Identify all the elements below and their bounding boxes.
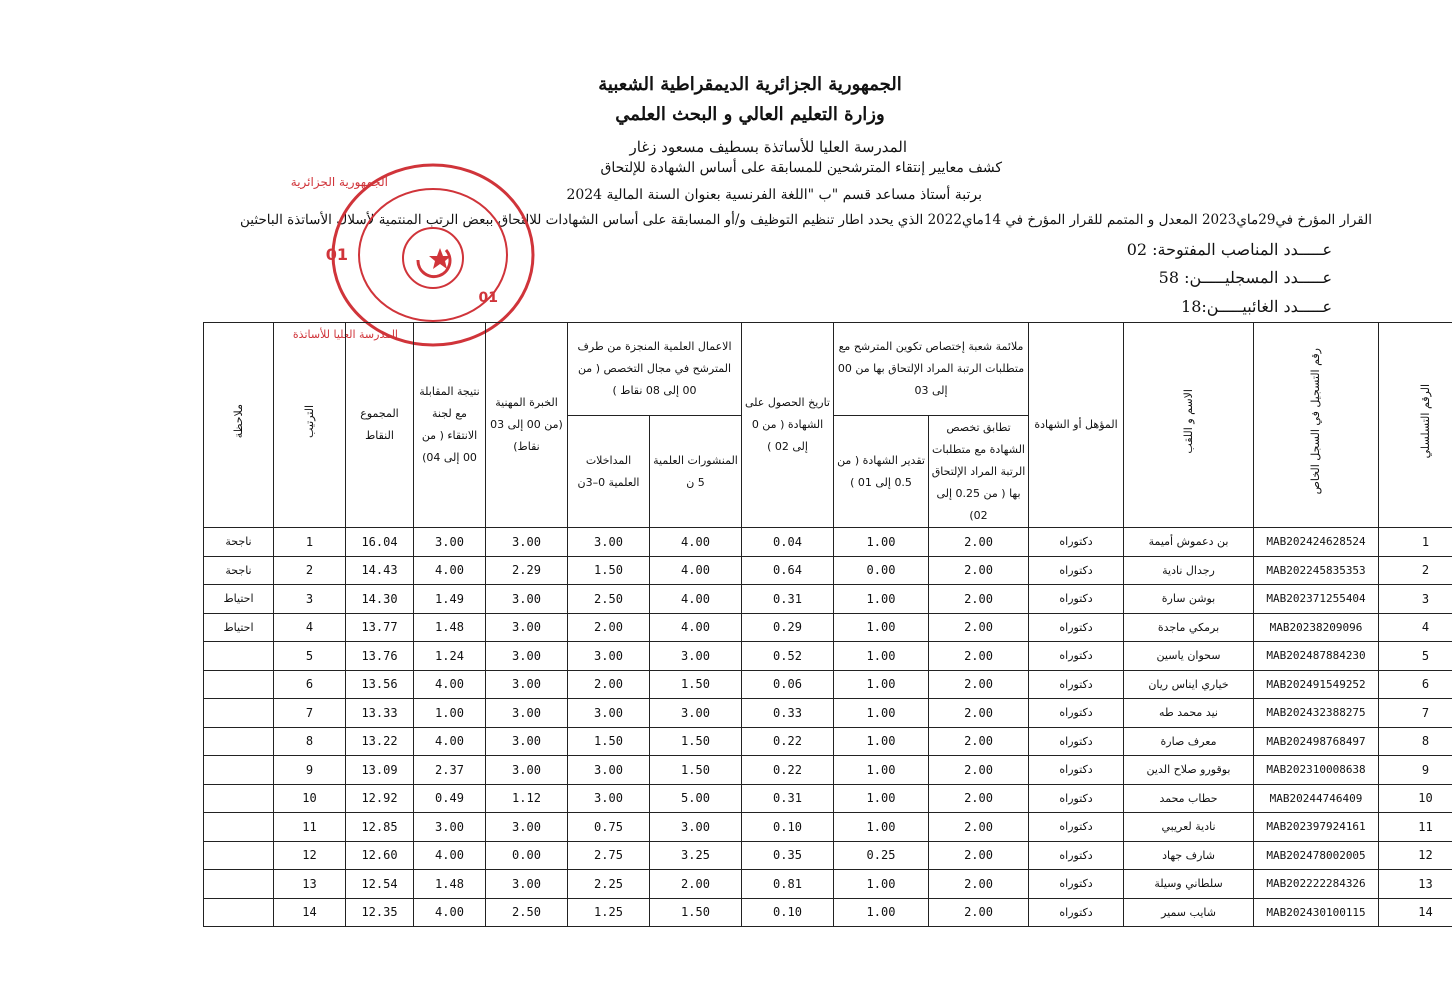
cell-date: 0.29	[742, 613, 834, 642]
cell-note: ناجحة	[204, 556, 274, 585]
cell-experience: 3.00	[486, 642, 568, 671]
cell-date: 0.35	[742, 841, 834, 870]
cell-serial: 6	[1379, 670, 1452, 699]
cell-fit-spec: 2.00	[929, 699, 1029, 728]
cell-serial: 12	[1379, 841, 1452, 870]
cell-experience: 3.00	[486, 585, 568, 614]
cell-interview: 1.48	[414, 613, 486, 642]
table-row	[63, 670, 1452, 699]
col-fit-grade: تقدير الشهادة ( من 0.5 إلى 01 )	[834, 416, 929, 528]
cell-registration: MAB20238209096	[1254, 613, 1379, 642]
cell-fit-spec: 2.00	[929, 813, 1029, 842]
table-row	[63, 870, 1452, 899]
cell-interview: 3.00	[414, 528, 486, 557]
cell-interview: 1.49	[414, 585, 486, 614]
cell-total: 12.60	[346, 841, 414, 870]
cell-name: حطاب محمد	[1124, 784, 1254, 813]
cell-serial: 14	[1379, 898, 1452, 927]
table-row	[63, 528, 1452, 557]
cell-total: 16.04	[346, 528, 414, 557]
col-total: المجموع النقاط	[346, 323, 414, 528]
cell-experience: 3.00	[486, 813, 568, 842]
header-line-3: المدرسة العليا للأساتذة بسطيف مسعود زغار	[629, 138, 907, 156]
cell-rank: 11	[274, 813, 346, 842]
cell-experience: 3.00	[486, 613, 568, 642]
cell-fit-grade: 1.00	[834, 784, 929, 813]
cell-note: احتياط	[204, 585, 274, 614]
cell-interview: 1.48	[414, 870, 486, 899]
cell-date: 0.04	[742, 528, 834, 557]
registered-count: عـــــدد المسجليـــــن: 58	[1158, 268, 1332, 287]
cell-fit-spec: 2.00	[929, 756, 1029, 785]
col-date: تاريخ الحصول على الشهادة ( من 0 إلى 02 )	[742, 323, 834, 528]
cell-name: بوشن سارة	[1124, 585, 1254, 614]
cell-communications: 2.00	[568, 670, 650, 699]
cell-publications: 1.50	[650, 727, 742, 756]
cell-experience: 3.00	[486, 870, 568, 899]
cell-qualification: دكتوراه	[1029, 585, 1124, 614]
cell-fit-spec: 2.00	[929, 784, 1029, 813]
col-publications: المنشورات العلمية 5 ن	[650, 416, 742, 528]
cell-rank: 7	[274, 699, 346, 728]
col-registration: رقم التسجيل في السجل الخاص	[1254, 323, 1379, 528]
cell-qualification: دكتوراه	[1029, 870, 1124, 899]
cell-publications: 3.00	[650, 642, 742, 671]
cell-fit-grade: 1.00	[834, 670, 929, 699]
cell-name: خياري ايناس ريان	[1124, 670, 1254, 699]
cell-name: نادية لعريبي	[1124, 813, 1254, 842]
cell-experience: 2.50	[486, 898, 568, 927]
cell-serial: 3	[1379, 585, 1452, 614]
cell-fit-spec: 2.00	[929, 841, 1029, 870]
cell-qualification: دكتوراه	[1029, 556, 1124, 585]
header-line-2: وزارة التعليم العالي و البحث العلمي	[615, 104, 885, 125]
cell-fit-grade: 1.00	[834, 870, 929, 899]
table-body	[63, 528, 1452, 927]
cell-registration: MAB202397924161	[1254, 813, 1379, 842]
cell-qualification: دكتوراه	[1029, 699, 1124, 728]
cell-note	[204, 813, 274, 842]
cell-note	[204, 870, 274, 899]
table-row	[63, 727, 1452, 756]
col-communications: المداخلات العلمية 0–3ن	[568, 416, 650, 528]
cell-date: 0.64	[742, 556, 834, 585]
col-qualification: المؤهل أو الشهادة	[1029, 323, 1124, 528]
cell-note: احتياط	[204, 613, 274, 642]
open-positions-count: عـــــدد المناصب المفتوحة: 02	[1126, 240, 1332, 259]
cell-fit-grade: 0.25	[834, 841, 929, 870]
cell-publications: 4.00	[650, 585, 742, 614]
cell-qualification: دكتوراه	[1029, 756, 1124, 785]
cell-fit-grade: 1.00	[834, 727, 929, 756]
cell-total: 13.76	[346, 642, 414, 671]
cell-date: 0.10	[742, 898, 834, 927]
cell-registration: MAB202430100115	[1254, 898, 1379, 927]
cell-qualification: دكتوراه	[1029, 813, 1124, 842]
header-line-5: برتبة أستاذ مساعد قسم "ب "اللغة الفرنسية بعنوان السنة المالية 2024	[566, 187, 982, 203]
svg-text:01: 01	[325, 245, 348, 264]
cell-serial: 1	[1379, 528, 1452, 557]
cell-communications: 1.25	[568, 898, 650, 927]
header-line-1: الجمهورية الجزائرية الديمقراطية الشعبية	[598, 74, 902, 95]
cell-note	[204, 699, 274, 728]
cell-fit-grade: 1.00	[834, 699, 929, 728]
cell-registration: MAB202424628524	[1254, 528, 1379, 557]
cell-communications: 3.00	[568, 528, 650, 557]
cell-name: معرف صارة	[1124, 727, 1254, 756]
cell-communications: 3.00	[568, 699, 650, 728]
cell-qualification: دكتوراه	[1029, 784, 1124, 813]
cell-date: 0.31	[742, 585, 834, 614]
svg-text:الجمهورية الجزائرية: الجمهورية الجزائرية	[290, 175, 388, 189]
cell-rank: 1	[274, 528, 346, 557]
cell-name: رجدال نادية	[1124, 556, 1254, 585]
cell-qualification: دكتوراه	[1029, 528, 1124, 557]
cell-experience: 2.29	[486, 556, 568, 585]
cell-interview: 4.00	[414, 898, 486, 927]
table-row	[63, 756, 1452, 785]
col-interview: نتيجة المقابلة مع لجنة الانتقاء ( من 00 إلى 04)	[414, 323, 486, 528]
cell-interview: 3.00	[414, 813, 486, 842]
col-works-group: الاعمال العلمية المنجزة من طرف المترشح في مجال التخصص ( من 00 إلى 08 نقاط )	[568, 323, 742, 416]
cell-total: 13.09	[346, 756, 414, 785]
cell-publications: 3.00	[650, 813, 742, 842]
cell-registration: MAB202498768497	[1254, 727, 1379, 756]
cell-interview: 4.00	[414, 841, 486, 870]
cell-total: 13.56	[346, 670, 414, 699]
cell-registration: MAB202491549252	[1254, 670, 1379, 699]
cell-total: 12.35	[346, 898, 414, 927]
cell-communications: 3.00	[568, 784, 650, 813]
cell-interview: 1.24	[414, 642, 486, 671]
cell-note	[204, 756, 274, 785]
cell-communications: 2.25	[568, 870, 650, 899]
cell-note	[204, 841, 274, 870]
col-serial: الرقم التسلسلي	[1379, 323, 1452, 528]
cell-qualification: دكتوراه	[1029, 841, 1124, 870]
cell-name: بوقورو صلاح الدين	[1124, 756, 1254, 785]
cell-publications: 4.00	[650, 528, 742, 557]
cell-experience: 3.00	[486, 528, 568, 557]
col-notes: ملاحظة	[204, 323, 274, 528]
cell-fit-spec: 2.00	[929, 870, 1029, 899]
cell-publications: 1.50	[650, 756, 742, 785]
cell-fit-spec: 2.00	[929, 528, 1029, 557]
cell-interview: 0.49	[414, 784, 486, 813]
cell-publications: 2.00	[650, 870, 742, 899]
cell-publications: 1.50	[650, 670, 742, 699]
cell-registration: MAB202487884230	[1254, 642, 1379, 671]
cell-registration: MAB202310008638	[1254, 756, 1379, 785]
cell-rank: 12	[274, 841, 346, 870]
cell-total: 14.30	[346, 585, 414, 614]
table-row	[63, 699, 1452, 728]
cell-registration: MAB202432388275	[1254, 699, 1379, 728]
cell-date: 0.31	[742, 784, 834, 813]
cell-date: 0.22	[742, 756, 834, 785]
col-name: الاسم و اللقب	[1124, 323, 1254, 528]
cell-rank: 5	[274, 642, 346, 671]
cell-serial: 13	[1379, 870, 1452, 899]
table-row	[63, 613, 1452, 642]
cell-fit-spec: 2.00	[929, 898, 1029, 927]
cell-serial: 5	[1379, 642, 1452, 671]
cell-date: 0.52	[742, 642, 834, 671]
table-row	[63, 585, 1452, 614]
cell-registration: MAB202371255404	[1254, 585, 1379, 614]
cell-fit-spec: 2.00	[929, 585, 1029, 614]
cell-serial: 9	[1379, 756, 1452, 785]
cell-serial: 10	[1379, 784, 1452, 813]
cell-serial: 2	[1379, 556, 1452, 585]
results-table	[62, 322, 1452, 927]
cell-interview: 1.00	[414, 699, 486, 728]
cell-communications: 3.00	[568, 642, 650, 671]
cell-name: شارف جهاد	[1124, 841, 1254, 870]
table-row	[63, 642, 1452, 671]
cell-note	[204, 642, 274, 671]
cell-note	[204, 898, 274, 927]
cell-fit-grade: 0.00	[834, 556, 929, 585]
cell-fit-grade: 1.00	[834, 613, 929, 642]
cell-fit-grade: 1.00	[834, 642, 929, 671]
cell-rank: 8	[274, 727, 346, 756]
svg-text:01: 01	[478, 290, 498, 306]
absent-count: عـــــدد الغائبيـــــن:18	[1181, 297, 1332, 316]
cell-rank: 13	[274, 870, 346, 899]
svg-text:المدرسة العليا للأساتذة: المدرسة العليا للأساتذة	[292, 328, 398, 341]
cell-qualification: دكتوراه	[1029, 670, 1124, 699]
cell-interview: 4.00	[414, 670, 486, 699]
cell-rank: 9	[274, 756, 346, 785]
cell-total: 12.54	[346, 870, 414, 899]
cell-experience: 0.00	[486, 841, 568, 870]
cell-communications: 2.00	[568, 613, 650, 642]
cell-qualification: دكتوراه	[1029, 642, 1124, 671]
cell-rank: 4	[274, 613, 346, 642]
cell-publications: 1.50	[650, 898, 742, 927]
table-row	[63, 784, 1452, 813]
cell-interview: 4.00	[414, 727, 486, 756]
cell-registration: MAB202245835353	[1254, 556, 1379, 585]
header-line-4: كشف معايير إنتقاء المترشحين للمسابقة على أساس الشهادة للإلتحاق	[600, 160, 1002, 176]
cell-experience: 3.00	[486, 756, 568, 785]
cell-total: 13.33	[346, 699, 414, 728]
cell-fit-grade: 1.00	[834, 898, 929, 927]
cell-date: 0.81	[742, 870, 834, 899]
cell-total: 12.85	[346, 813, 414, 842]
cell-name: سلطاني وسيلة	[1124, 870, 1254, 899]
cell-rank: 10	[274, 784, 346, 813]
cell-note	[204, 670, 274, 699]
cell-name: برمكي ماجدة	[1124, 613, 1254, 642]
cell-fit-grade: 1.00	[834, 528, 929, 557]
cell-registration: MAB202222284326	[1254, 870, 1379, 899]
cell-publications: 4.00	[650, 556, 742, 585]
cell-serial: 11	[1379, 813, 1452, 842]
table-row	[63, 841, 1452, 870]
cell-rank: 6	[274, 670, 346, 699]
cell-registration: MAB202478002005	[1254, 841, 1379, 870]
table-row	[63, 898, 1452, 927]
cell-fit-grade: 1.00	[834, 756, 929, 785]
cell-note: ناجحة	[204, 528, 274, 557]
cell-total: 12.92	[346, 784, 414, 813]
cell-note	[204, 727, 274, 756]
cell-serial: 4	[1379, 613, 1452, 642]
cell-fit-spec: 2.00	[929, 670, 1029, 699]
cell-fit-spec: 2.00	[929, 642, 1029, 671]
cell-registration: MAB20244746409	[1254, 784, 1379, 813]
cell-serial: 8	[1379, 727, 1452, 756]
cell-fit-spec: 2.00	[929, 727, 1029, 756]
cell-publications: 3.00	[650, 699, 742, 728]
cell-interview: 4.00	[414, 556, 486, 585]
cell-rank: 14	[274, 898, 346, 927]
col-experience: الخبرة المهنية (من 00 إلى 03 نقاط)	[486, 323, 568, 528]
cell-rank: 2	[274, 556, 346, 585]
cell-experience: 3.00	[486, 727, 568, 756]
cell-publications: 4.00	[650, 613, 742, 642]
cell-experience: 3.00	[486, 699, 568, 728]
table-row	[63, 556, 1452, 585]
cell-name: نيد محمد طه	[1124, 699, 1254, 728]
cell-publications: 3.25	[650, 841, 742, 870]
cell-communications: 1.50	[568, 556, 650, 585]
cell-communications: 1.50	[568, 727, 650, 756]
cell-total: 13.22	[346, 727, 414, 756]
cell-fit-grade: 1.00	[834, 813, 929, 842]
cell-qualification: دكتوراه	[1029, 727, 1124, 756]
cell-fit-spec: 2.00	[929, 556, 1029, 585]
col-fit-group: ملائمة شعبة إختصاص تكوين المترشح مع متطلبات الرتبة المراد الإلتحاق بها من 00 إلى 03	[834, 323, 1029, 416]
cell-experience: 1.12	[486, 784, 568, 813]
cell-fit-spec: 2.00	[929, 613, 1029, 642]
cell-interview: 2.37	[414, 756, 486, 785]
cell-date: 0.10	[742, 813, 834, 842]
cell-date: 0.33	[742, 699, 834, 728]
cell-fit-grade: 1.00	[834, 585, 929, 614]
col-rank: الترتيب	[274, 323, 346, 528]
col-fit-spec: تطابق تخصص الشهادة مع متطلبات الرتبة المراد الإلتحاق بها ( من 0.25 إلى 02)	[929, 416, 1029, 528]
cell-communications: 2.75	[568, 841, 650, 870]
cell-serial: 7	[1379, 699, 1452, 728]
cell-name: سحوان ياسين	[1124, 642, 1254, 671]
cell-communications: 2.50	[568, 585, 650, 614]
cell-publications: 5.00	[650, 784, 742, 813]
table-row	[63, 813, 1452, 842]
cell-note	[204, 784, 274, 813]
cell-total: 14.43	[346, 556, 414, 585]
cell-qualification: دكتوراه	[1029, 613, 1124, 642]
cell-name: بن دعموش أميمة	[1124, 528, 1254, 557]
cell-name: شايب سمير	[1124, 898, 1254, 927]
cell-date: 0.22	[742, 727, 834, 756]
header-line-6: القرار المؤرخ في29ماي2023 المعدل و المتمم للقرار المؤرخ في 14ماي2022 الذي يحدد اطار تنظيم التوظيف و/أو المسابقة على أساس الشهادات للالتحاق ببعض الرتب المنتمية لأسلاك الأساتذة الباحثين	[240, 212, 1372, 228]
cell-communications: 0.75	[568, 813, 650, 842]
cell-experience: 3.00	[486, 670, 568, 699]
cell-rank: 3	[274, 585, 346, 614]
cell-qualification: دكتوراه	[1029, 898, 1124, 927]
cell-communications: 3.00	[568, 756, 650, 785]
cell-total: 13.77	[346, 613, 414, 642]
cell-date: 0.06	[742, 670, 834, 699]
